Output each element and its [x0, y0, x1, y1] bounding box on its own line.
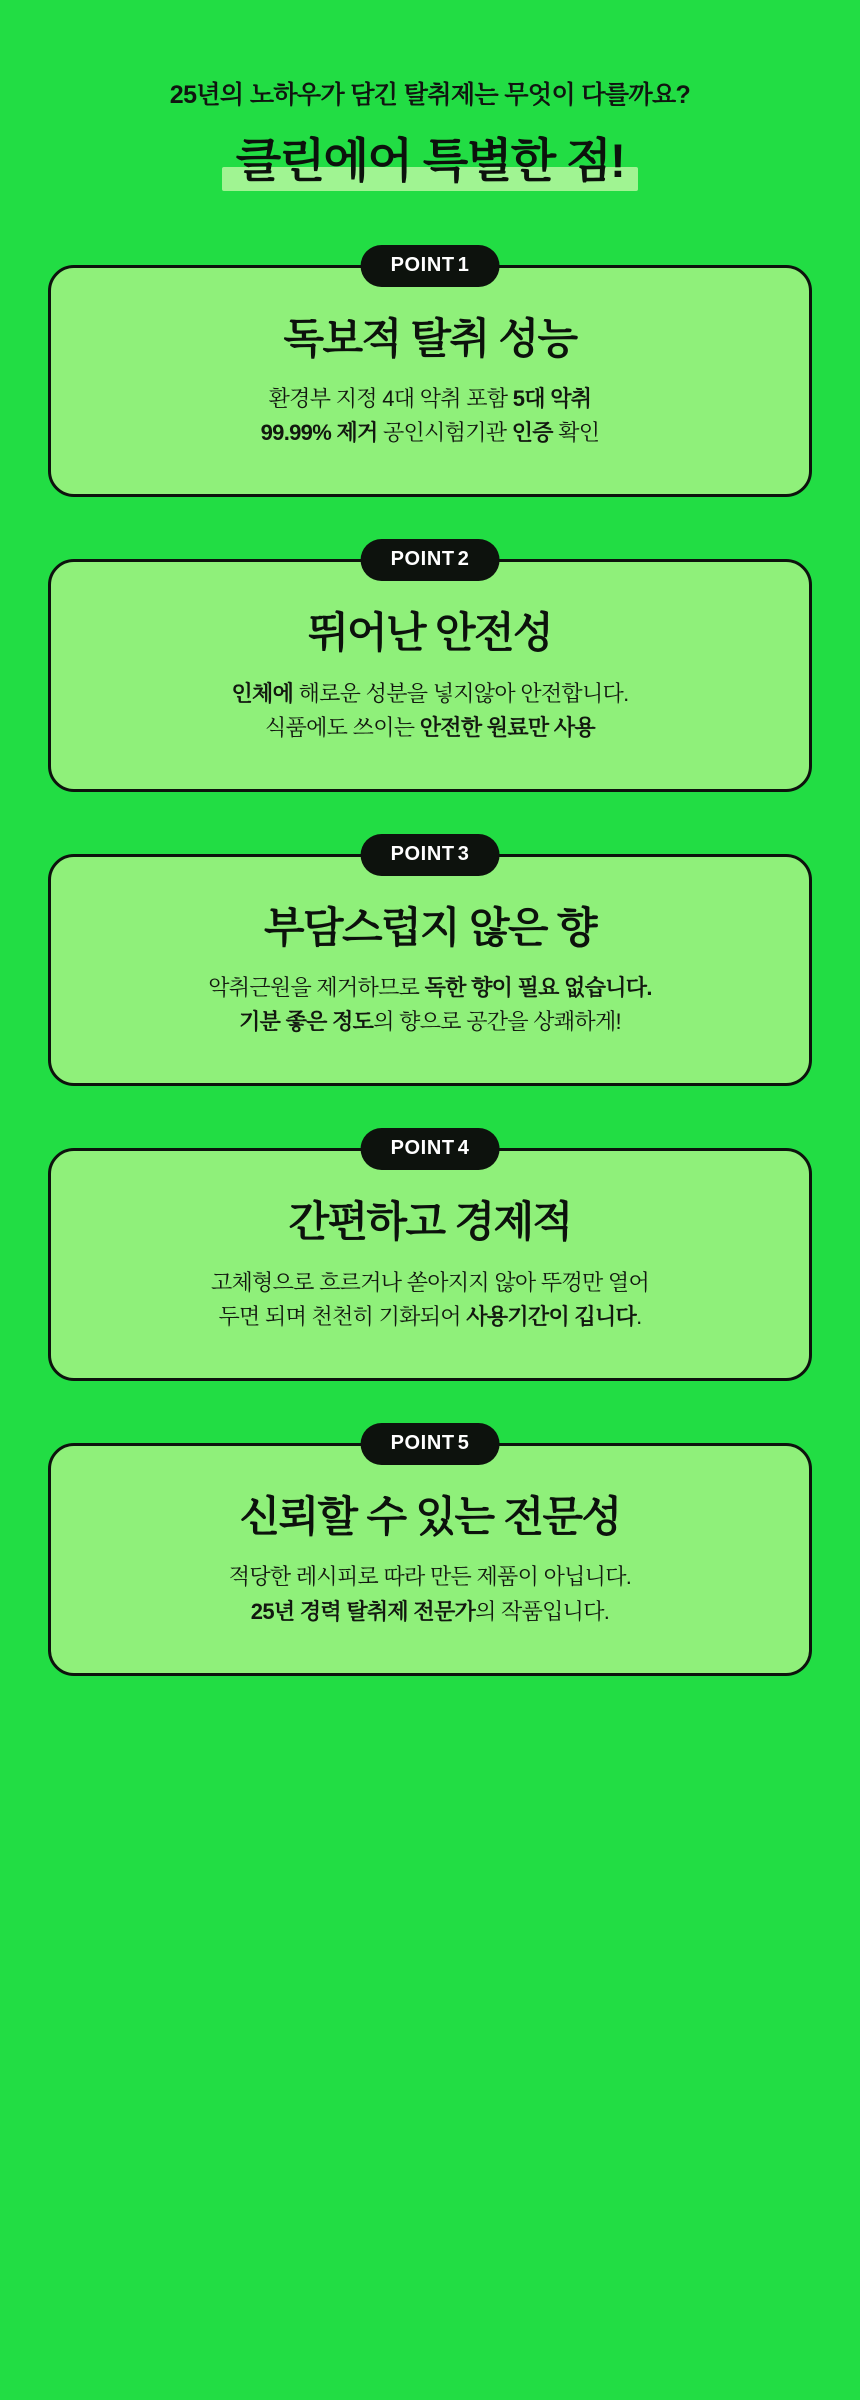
point-badge-number-5: 5: [457, 1432, 470, 1455]
point-badge-5: [361, 1423, 500, 1465]
point-title-4: 간편하고 경제적: [288, 1198, 572, 1246]
point-card-body-5: [48, 1443, 812, 1676]
point-card-2: [48, 539, 812, 792]
point-badge-label-1: POINT: [390, 253, 455, 276]
point-desc-5: 적당한 레시피로 따라 만든 제품이 아닙니다. 25년 경력 탈취제 전문가의 작품입니다.: [228, 1564, 632, 1624]
point-card-1: [48, 245, 812, 498]
point-desc-1: 환경부 지정 4대 악취 포함 5대 악취 99.99% 제거 공인시험기관 인증 확인: [260, 386, 600, 446]
point-badge-label-2: POINT: [390, 548, 455, 571]
header-subtitle: 25년의 노하우가 담긴 탈취제는 무엇이 다를까요?: [169, 81, 691, 109]
point-badge-1: [361, 245, 500, 287]
header-title-wrap: [48, 130, 812, 195]
point-title-2: 뛰어난 안전성: [308, 609, 552, 657]
point-card-body-4: [48, 1148, 812, 1381]
page-header: [48, 0, 812, 195]
point-desc-4: 고체형으로 흐르거나 쏟아지지 않아 뚜껑만 열어 두면 되며 천천히 기화되어 사용기간이 깁니다.: [210, 1269, 650, 1329]
point-desc-2: 인체에 해로운 성분을 넣지않아 안전합니다. 식품에도 쓰이는 안전한 원료만 사용: [231, 680, 629, 740]
page-title-text: 클린에어 특별한 점!: [235, 134, 625, 187]
point-card-list: [48, 245, 812, 1676]
point-badge-number-3: 3: [457, 842, 470, 865]
point-card-4: [48, 1128, 812, 1381]
point-badge-label-4: POINT: [390, 1137, 455, 1160]
page-title: [222, 130, 638, 195]
point-title-3: 부담스럽지 않은 향: [264, 903, 596, 951]
point-badge-3: [361, 834, 500, 876]
point-badge-number-2: 2: [457, 548, 470, 571]
point-card-body-2: [48, 559, 812, 792]
point-badge-label-3: POINT: [390, 842, 455, 865]
point-title-1: 독보적 탈취 성능: [283, 314, 577, 362]
point-badge-2: [361, 539, 500, 581]
point-title-5: 신뢰할 수 있는 전문성: [239, 1493, 621, 1541]
point-card-5: [48, 1423, 812, 1676]
point-card-body-3: [48, 854, 812, 1087]
point-badge-label-5: POINT: [390, 1432, 455, 1455]
point-badge-number-4: 4: [457, 1137, 470, 1160]
point-badge-4: [361, 1128, 500, 1170]
point-card-body-1: [48, 265, 812, 498]
point-card-3: [48, 834, 812, 1087]
point-desc-3: 악취근원을 제거하므로 독한 향이 필요 없습니다. 기분 좋은 정도의 향으로 공간을 상쾌하게!: [208, 975, 652, 1035]
point-badge-number-1: 1: [457, 253, 470, 276]
